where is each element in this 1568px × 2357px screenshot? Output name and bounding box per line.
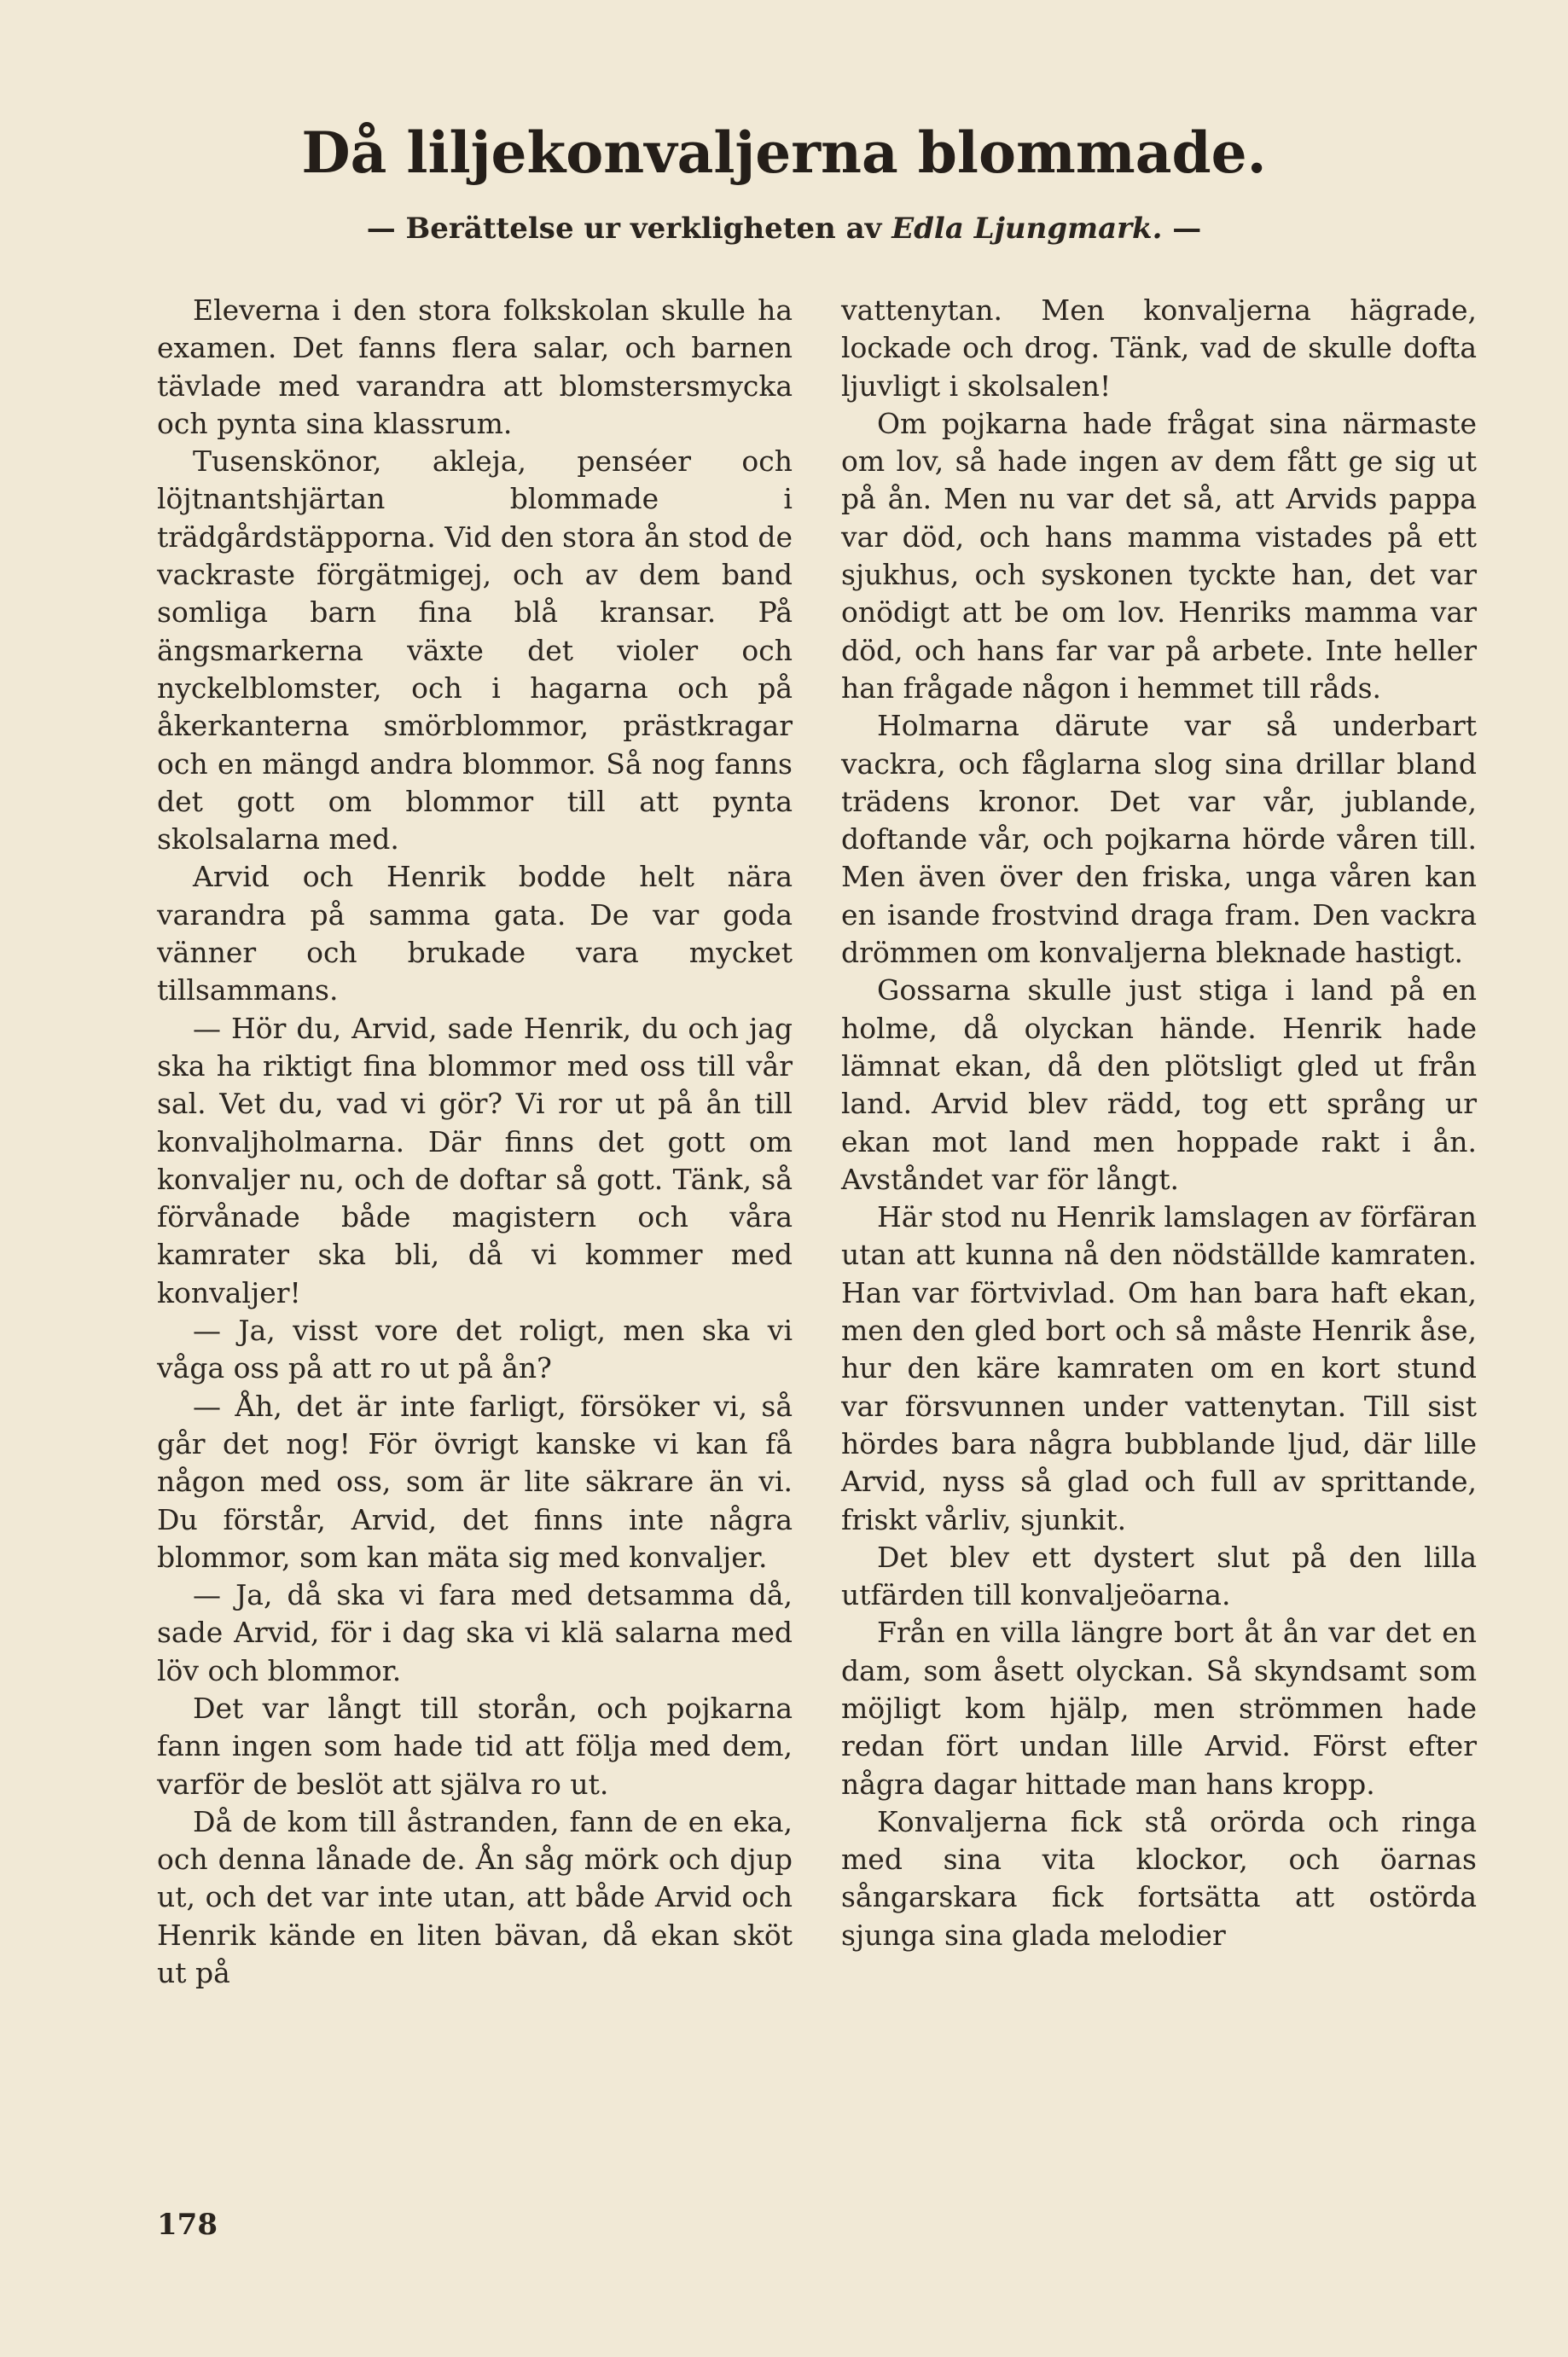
paragraph: — Åh, det är inte farligt, försöker vi, så går det nog! För övrigt kanske vi kan få någon med oss, som är lite säkrare än vi. Du förstår, Arvid, det finns inte några blommor, som kan mäta sig med konvaljer. <box>157 1389 793 1574</box>
paragraph: Tusenskönor, akleja, penséer och löjtnantshjärtan blommade i trädgårdstäpporna. Vid den stora ån stod de vackraste förgätmigej, och av dem band somliga barn fina blå kransar. På ängsmarkerna växte det violer och nyckelblomster, och i hagarna och på åkerkanterna smörblommor, prästkragar och en mängd andra blommor. Så nog fanns det gott om blommor till att pynta skolsalarna med. <box>157 444 793 856</box>
paragraph: Om pojkarna hade frågat sina närmaste om lov, så hade ingen av dem fått ge sig ut på ån. Men nu var det så, att Arvids pappa var död, och hans mamma vistades på ett sjukhus, och syskonen tyckte han, det var onödigt att be om lov. Henriks mamma var död, och hans far var på arbete. Inte heller han frågade någon i hemmet till råds. <box>841 406 1477 705</box>
paragraph: Eleverna i den stora folkskolan skulle ha examen. Det fanns flera salar, och barnen tävlade med varandra att blomstersmycka och pynta sina klassrum. <box>157 293 793 440</box>
paragraph: Här stod nu Henrik lamslagen av förfäran utan att kunna nå den nödställde kamraten. Han var förtvivlad. Om han bara haft ekan, men den gled bort och så måste Henrik åse, hur den käre kamraten om en kort stund var försvunnen under vattenytan. Till sist hördes bara några bubblande ljud, där lille Arvid, nyss så glad och full av sprittande, friskt vårliv, sjunkit. <box>841 1200 1477 1536</box>
paragraph: Då de kom till åstranden, fann de en eka, och denna lånade de. Ån såg mörk och djup ut, och det var inte utan, att både Arvid och Henrik kände en liten bävan, då ekan sköt ut på <box>157 1804 793 1990</box>
article-author: Edla Ljungmark. <box>891 212 1163 246</box>
paragraph: Holmarna därute var så underbart vackra, och fåglarna slog sina drillar bland trädens kronor. Det var vår, jublande, doftande vår, och pojkarna hörde våren till. Men även över den friska, unga våren kan en isande frostvind draga fram. Den vackra drömmen om konvaljerna bleknade hastigt. <box>841 709 1477 970</box>
paragraph: Konvaljerna fick stå orörda och ringa med sina vita klockor, och öarnas sångarskara fick fortsätta att ostörda sjunga sina glada melodier <box>841 1804 1477 1952</box>
article-title: Då liljekonvaljerna blommade. <box>301 119 1267 186</box>
paragraph: Från en villa längre bort åt ån var det en dam, som åsett olyckan. Så skyndsamt som möjligt kom hjälp, men strömmen hade redan fört undan lille Arvid. Först efter några dagar hittade man hans kropp. <box>841 1616 1477 1801</box>
paragraph: — Hör du, Arvid, sade Henrik, du och jag ska ha riktigt fina blommor med oss till vår sal. Vet du, vad vi gör? Vi ror ut på ån till konvaljholmarna. Där finns det gott om konvaljer nu, och de doftar så gott. Tänk, så förvånade både magistern och våra kamrater ska bli, då vi kommer med konvaljer! <box>157 1011 793 1309</box>
paragraph: — Ja, visst vore det roligt, men ska vi våga oss på att ro ut på ån? <box>157 1314 793 1385</box>
right-column <box>841 292 1477 1954</box>
paragraph-continuation: vattenytan. Men konvaljerna hägrade, lockade och drog. Tänk, vad de skulle dofta ljuvligt i skolsalen! <box>841 293 1477 403</box>
paragraph: Arvid och Henrik bodde helt nära varandra på samma gata. De var goda vänner och brukade vara mycket tillsammans. <box>157 860 793 1007</box>
paragraph: Det blev ett dystert slut på den lilla utfärden till konvaljeöarna. <box>841 1540 1477 1612</box>
subtitle-suffix: — <box>1172 212 1202 246</box>
page-number: 178 <box>157 2208 218 2242</box>
paragraph: Det var långt till storån, och pojkarna fann ingen som hade tid att följa med dem, varför de beslöt att själva ro ut. <box>157 1691 793 1801</box>
subtitle-prefix: — Berättelse ur verkligheten av <box>366 212 882 246</box>
paragraph: — Ja, då ska vi fara med detsamma då, sade Arvid, för i dag ska vi klä salarna med löv och blommor. <box>157 1578 793 1687</box>
article-subtitle <box>0 212 1568 246</box>
left-column <box>157 292 793 1992</box>
paragraph: Gossarna skulle just stiga i land på en holme, då olyckan hände. Henrik hade lämnat ekan, då den plötsligt gled ut från land. Arvid blev rädd, tog ett språng ur ekan mot land men hoppade rakt i ån. Avståndet var för långt. <box>841 973 1477 1196</box>
